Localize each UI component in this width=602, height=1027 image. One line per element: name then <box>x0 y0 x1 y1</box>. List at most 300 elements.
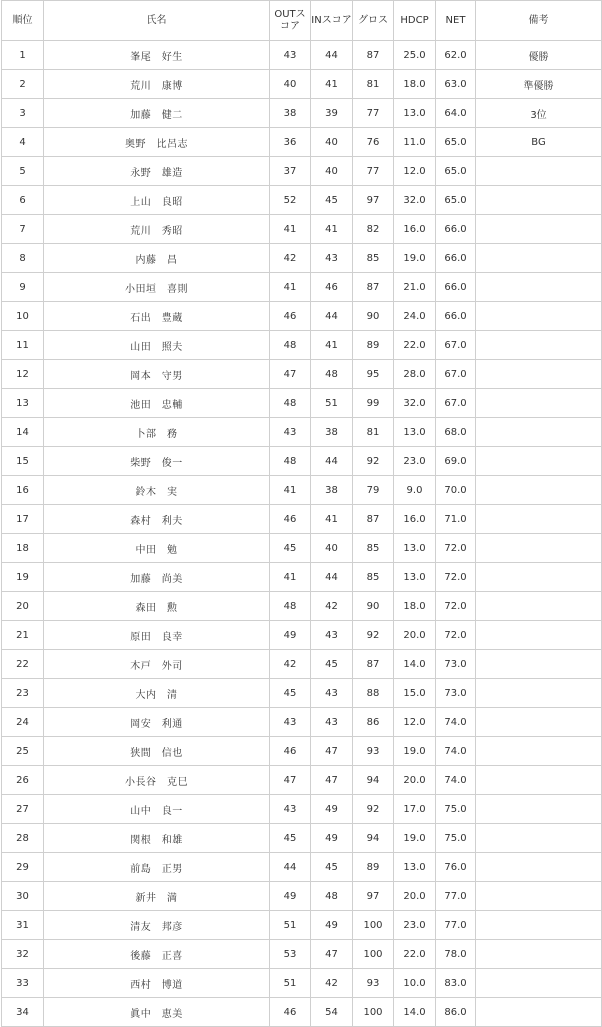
cell-gross: 81 <box>353 418 394 447</box>
cell-note <box>476 447 602 476</box>
cell-rank: 29 <box>2 853 44 882</box>
cell-rank: 22 <box>2 650 44 679</box>
cell-net: 75.0 <box>436 824 476 853</box>
cell-name: 森田 勲 <box>44 592 270 621</box>
cell-in-score: 38 <box>311 476 353 505</box>
cell-note <box>476 998 602 1027</box>
cell-gross: 87 <box>353 650 394 679</box>
cell-rank: 31 <box>2 911 44 940</box>
cell-hdcp: 28.0 <box>394 360 436 389</box>
cell-note <box>476 621 602 650</box>
cell-note <box>476 157 602 186</box>
cell-rank: 6 <box>2 186 44 215</box>
cell-gross: 82 <box>353 215 394 244</box>
cell-net: 65.0 <box>436 186 476 215</box>
cell-gross: 85 <box>353 534 394 563</box>
results-body <box>2 41 602 1027</box>
cell-note <box>476 824 602 853</box>
cell-rank: 10 <box>2 302 44 331</box>
cell-name: 清友 邦彦 <box>44 911 270 940</box>
cell-in-score: 49 <box>311 824 353 853</box>
cell-name: 西村 博道 <box>44 969 270 998</box>
table-row <box>2 186 602 215</box>
cell-rank: 23 <box>2 679 44 708</box>
cell-net: 67.0 <box>436 331 476 360</box>
cell-in-score: 38 <box>311 418 353 447</box>
cell-note <box>476 505 602 534</box>
cell-out-score: 43 <box>270 795 311 824</box>
cell-hdcp: 20.0 <box>394 766 436 795</box>
cell-hdcp: 23.0 <box>394 911 436 940</box>
table-row <box>2 679 602 708</box>
cell-hdcp: 14.0 <box>394 650 436 679</box>
cell-in-score: 54 <box>311 998 353 1027</box>
cell-rank: 5 <box>2 157 44 186</box>
cell-in-score: 44 <box>311 447 353 476</box>
cell-gross: 95 <box>353 360 394 389</box>
cell-in-score: 48 <box>311 882 353 911</box>
cell-note <box>476 418 602 447</box>
cell-note <box>476 476 602 505</box>
cell-in-score: 44 <box>311 41 353 70</box>
cell-name: 上山 良昭 <box>44 186 270 215</box>
table-row <box>2 795 602 824</box>
table-row <box>2 650 602 679</box>
cell-gross: 92 <box>353 621 394 650</box>
table-row <box>2 824 602 853</box>
cell-name: 前島 正男 <box>44 853 270 882</box>
cell-net: 73.0 <box>436 650 476 679</box>
cell-net: 75.0 <box>436 795 476 824</box>
cell-net: 77.0 <box>436 911 476 940</box>
cell-in-score: 42 <box>311 969 353 998</box>
cell-in-score: 41 <box>311 505 353 534</box>
cell-out-score: 48 <box>270 592 311 621</box>
cell-out-score: 49 <box>270 882 311 911</box>
cell-note <box>476 563 602 592</box>
cell-out-score: 44 <box>270 853 311 882</box>
cell-name: 原田 良幸 <box>44 621 270 650</box>
cell-out-score: 36 <box>270 128 311 157</box>
cell-in-score: 43 <box>311 708 353 737</box>
cell-rank: 28 <box>2 824 44 853</box>
cell-in-score: 45 <box>311 186 353 215</box>
cell-in-score: 41 <box>311 70 353 99</box>
cell-name: 加藤 健二 <box>44 99 270 128</box>
cell-note: 準優勝 <box>476 70 602 99</box>
cell-rank: 32 <box>2 940 44 969</box>
cell-gross: 77 <box>353 99 394 128</box>
cell-gross: 93 <box>353 969 394 998</box>
cell-gross: 97 <box>353 186 394 215</box>
cell-net: 66.0 <box>436 215 476 244</box>
cell-name: 小田垣 喜則 <box>44 273 270 302</box>
cell-in-score: 44 <box>311 563 353 592</box>
cell-in-score: 51 <box>311 389 353 418</box>
cell-gross: 77 <box>353 157 394 186</box>
cell-net: 83.0 <box>436 969 476 998</box>
cell-out-score: 45 <box>270 534 311 563</box>
cell-gross: 93 <box>353 737 394 766</box>
cell-name: 眞中 恵美 <box>44 998 270 1027</box>
cell-name: 加藤 尚美 <box>44 563 270 592</box>
cell-name: 奥野 比呂志 <box>44 128 270 157</box>
col-header-name: 氏名 <box>44 1 270 41</box>
cell-gross: 79 <box>353 476 394 505</box>
cell-rank: 7 <box>2 215 44 244</box>
cell-out-score: 46 <box>270 998 311 1027</box>
cell-in-score: 49 <box>311 795 353 824</box>
cell-gross: 87 <box>353 273 394 302</box>
cell-gross: 76 <box>353 128 394 157</box>
cell-rank: 2 <box>2 70 44 99</box>
cell-note <box>476 302 602 331</box>
cell-gross: 89 <box>353 853 394 882</box>
table-row <box>2 70 602 99</box>
table-row <box>2 331 602 360</box>
cell-note <box>476 795 602 824</box>
cell-hdcp: 16.0 <box>394 505 436 534</box>
cell-in-score: 42 <box>311 592 353 621</box>
cell-gross: 92 <box>353 795 394 824</box>
cell-name: 内藤 昌 <box>44 244 270 273</box>
cell-in-score: 41 <box>311 215 353 244</box>
cell-rank: 26 <box>2 766 44 795</box>
cell-net: 66.0 <box>436 244 476 273</box>
cell-in-score: 47 <box>311 766 353 795</box>
table-row <box>2 99 602 128</box>
cell-out-score: 48 <box>270 447 311 476</box>
table-row <box>2 708 602 737</box>
cell-note <box>476 331 602 360</box>
cell-out-score: 47 <box>270 360 311 389</box>
cell-out-score: 48 <box>270 331 311 360</box>
cell-name: 木戸 外司 <box>44 650 270 679</box>
cell-in-score: 47 <box>311 737 353 766</box>
cell-rank: 17 <box>2 505 44 534</box>
cell-rank: 3 <box>2 99 44 128</box>
cell-out-score: 43 <box>270 41 311 70</box>
cell-net: 74.0 <box>436 766 476 795</box>
table-row <box>2 128 602 157</box>
cell-net: 86.0 <box>436 998 476 1027</box>
cell-out-score: 43 <box>270 418 311 447</box>
cell-in-score: 45 <box>311 853 353 882</box>
cell-gross: 90 <box>353 592 394 621</box>
cell-hdcp: 32.0 <box>394 389 436 418</box>
cell-name: 荒川 康博 <box>44 70 270 99</box>
cell-hdcp: 12.0 <box>394 157 436 186</box>
header-row <box>2 1 602 41</box>
cell-net: 67.0 <box>436 360 476 389</box>
cell-in-score: 46 <box>311 273 353 302</box>
table-row <box>2 273 602 302</box>
table-row <box>2 911 602 940</box>
cell-in-score: 44 <box>311 302 353 331</box>
table-row <box>2 969 602 998</box>
cell-rank: 30 <box>2 882 44 911</box>
cell-hdcp: 11.0 <box>394 128 436 157</box>
cell-net: 71.0 <box>436 505 476 534</box>
cell-name: 小長谷 克巳 <box>44 766 270 795</box>
cell-net: 65.0 <box>436 128 476 157</box>
cell-hdcp: 19.0 <box>394 244 436 273</box>
cell-out-score: 53 <box>270 940 311 969</box>
cell-name: 石出 豊蔵 <box>44 302 270 331</box>
cell-gross: 97 <box>353 882 394 911</box>
cell-note <box>476 360 602 389</box>
cell-net: 70.0 <box>436 476 476 505</box>
cell-gross: 100 <box>353 911 394 940</box>
cell-out-score: 42 <box>270 650 311 679</box>
cell-name: 岡安 利通 <box>44 708 270 737</box>
cell-name: 狭間 信也 <box>44 737 270 766</box>
cell-out-score: 46 <box>270 505 311 534</box>
table-row <box>2 389 602 418</box>
cell-out-score: 45 <box>270 679 311 708</box>
cell-in-score: 49 <box>311 911 353 940</box>
cell-out-score: 41 <box>270 476 311 505</box>
cell-name: 関根 和雄 <box>44 824 270 853</box>
cell-rank: 1 <box>2 41 44 70</box>
cell-in-score: 43 <box>311 244 353 273</box>
table-row <box>2 563 602 592</box>
cell-name: 後藤 正喜 <box>44 940 270 969</box>
cell-rank: 27 <box>2 795 44 824</box>
cell-hdcp: 13.0 <box>394 99 436 128</box>
cell-gross: 90 <box>353 302 394 331</box>
cell-out-score: 51 <box>270 969 311 998</box>
table-row <box>2 476 602 505</box>
cell-name: 新井 満 <box>44 882 270 911</box>
cell-hdcp: 23.0 <box>394 447 436 476</box>
cell-note: BG <box>476 128 602 157</box>
cell-net: 76.0 <box>436 853 476 882</box>
table-row <box>2 534 602 563</box>
cell-gross: 85 <box>353 244 394 273</box>
cell-hdcp: 16.0 <box>394 215 436 244</box>
cell-rank: 20 <box>2 592 44 621</box>
cell-name: 大内 清 <box>44 679 270 708</box>
cell-hdcp: 32.0 <box>394 186 436 215</box>
cell-in-score: 40 <box>311 128 353 157</box>
cell-name: 卜部 務 <box>44 418 270 447</box>
cell-rank: 15 <box>2 447 44 476</box>
cell-net: 78.0 <box>436 940 476 969</box>
cell-note <box>476 766 602 795</box>
cell-hdcp: 22.0 <box>394 940 436 969</box>
cell-out-score: 52 <box>270 186 311 215</box>
cell-out-score: 46 <box>270 737 311 766</box>
cell-in-score: 45 <box>311 650 353 679</box>
cell-hdcp: 22.0 <box>394 331 436 360</box>
cell-hdcp: 13.0 <box>394 563 436 592</box>
cell-in-score: 41 <box>311 331 353 360</box>
cell-gross: 87 <box>353 505 394 534</box>
cell-out-score: 41 <box>270 215 311 244</box>
cell-out-score: 45 <box>270 824 311 853</box>
cell-gross: 100 <box>353 940 394 969</box>
cell-net: 63.0 <box>436 70 476 99</box>
table-row <box>2 766 602 795</box>
cell-name: 山中 良一 <box>44 795 270 824</box>
cell-rank: 12 <box>2 360 44 389</box>
table-row <box>2 360 602 389</box>
cell-net: 72.0 <box>436 534 476 563</box>
cell-net: 73.0 <box>436 679 476 708</box>
cell-hdcp: 18.0 <box>394 592 436 621</box>
cell-in-score: 43 <box>311 679 353 708</box>
cell-rank: 18 <box>2 534 44 563</box>
col-header-in-score: INスコア <box>311 1 353 41</box>
cell-gross: 100 <box>353 998 394 1027</box>
col-header-net: NET <box>436 1 476 41</box>
cell-in-score: 47 <box>311 940 353 969</box>
table-row <box>2 940 602 969</box>
cell-hdcp: 17.0 <box>394 795 436 824</box>
cell-hdcp: 24.0 <box>394 302 436 331</box>
cell-hdcp: 14.0 <box>394 998 436 1027</box>
cell-net: 74.0 <box>436 737 476 766</box>
cell-gross: 94 <box>353 766 394 795</box>
cell-out-score: 49 <box>270 621 311 650</box>
cell-net: 72.0 <box>436 563 476 592</box>
cell-note <box>476 273 602 302</box>
cell-in-score: 40 <box>311 157 353 186</box>
cell-net: 66.0 <box>436 273 476 302</box>
table-row <box>2 447 602 476</box>
cell-hdcp: 15.0 <box>394 679 436 708</box>
cell-note <box>476 592 602 621</box>
cell-name: 森村 利夫 <box>44 505 270 534</box>
col-header-gross: グロス <box>353 1 394 41</box>
cell-out-score: 51 <box>270 911 311 940</box>
cell-hdcp: 13.0 <box>394 853 436 882</box>
cell-rank: 33 <box>2 969 44 998</box>
cell-hdcp: 19.0 <box>394 737 436 766</box>
cell-net: 72.0 <box>436 621 476 650</box>
cell-rank: 25 <box>2 737 44 766</box>
cell-out-score: 43 <box>270 708 311 737</box>
cell-hdcp: 18.0 <box>394 70 436 99</box>
cell-note <box>476 911 602 940</box>
cell-name: 中田 勉 <box>44 534 270 563</box>
cell-out-score: 41 <box>270 273 311 302</box>
cell-out-score: 40 <box>270 70 311 99</box>
cell-rank: 16 <box>2 476 44 505</box>
cell-gross: 86 <box>353 708 394 737</box>
cell-hdcp: 9.0 <box>394 476 436 505</box>
cell-out-score: 37 <box>270 157 311 186</box>
cell-net: 74.0 <box>436 708 476 737</box>
cell-in-score: 43 <box>311 621 353 650</box>
cell-gross: 92 <box>353 447 394 476</box>
cell-net: 67.0 <box>436 389 476 418</box>
col-header-out-score: OUTスコア <box>270 1 311 41</box>
col-header-hdcp: HDCP <box>394 1 436 41</box>
table-row <box>2 157 602 186</box>
cell-name: 山田 照夫 <box>44 331 270 360</box>
cell-gross: 85 <box>353 563 394 592</box>
cell-note <box>476 853 602 882</box>
cell-note <box>476 969 602 998</box>
results-table <box>1 0 602 1027</box>
cell-note <box>476 650 602 679</box>
table-row <box>2 41 602 70</box>
cell-out-score: 46 <box>270 302 311 331</box>
cell-rank: 8 <box>2 244 44 273</box>
cell-rank: 4 <box>2 128 44 157</box>
cell-rank: 21 <box>2 621 44 650</box>
cell-hdcp: 12.0 <box>394 708 436 737</box>
cell-net: 69.0 <box>436 447 476 476</box>
table-row <box>2 621 602 650</box>
table-row <box>2 418 602 447</box>
cell-note <box>476 244 602 273</box>
cell-note <box>476 708 602 737</box>
cell-net: 66.0 <box>436 302 476 331</box>
cell-rank: 19 <box>2 563 44 592</box>
cell-hdcp: 10.0 <box>394 969 436 998</box>
table-row <box>2 882 602 911</box>
col-header-notes: 備考 <box>476 1 602 41</box>
cell-name: 岡本 守男 <box>44 360 270 389</box>
cell-hdcp: 20.0 <box>394 882 436 911</box>
cell-note <box>476 215 602 244</box>
table-row <box>2 853 602 882</box>
cell-rank: 9 <box>2 273 44 302</box>
cell-name: 柴野 俊一 <box>44 447 270 476</box>
cell-gross: 89 <box>353 331 394 360</box>
cell-out-score: 38 <box>270 99 311 128</box>
cell-rank: 24 <box>2 708 44 737</box>
cell-note: 3位 <box>476 99 602 128</box>
cell-note <box>476 389 602 418</box>
cell-rank: 34 <box>2 998 44 1027</box>
cell-hdcp: 13.0 <box>394 418 436 447</box>
cell-hdcp: 20.0 <box>394 621 436 650</box>
cell-note <box>476 186 602 215</box>
table-row <box>2 505 602 534</box>
cell-out-score: 42 <box>270 244 311 273</box>
table-row <box>2 737 602 766</box>
cell-out-score: 41 <box>270 563 311 592</box>
cell-gross: 94 <box>353 824 394 853</box>
cell-out-score: 47 <box>270 766 311 795</box>
cell-hdcp: 19.0 <box>394 824 436 853</box>
cell-in-score: 40 <box>311 534 353 563</box>
cell-note <box>476 737 602 766</box>
cell-hdcp: 21.0 <box>394 273 436 302</box>
cell-note <box>476 679 602 708</box>
cell-gross: 87 <box>353 41 394 70</box>
cell-note: 優勝 <box>476 41 602 70</box>
col-header-rank: 順位 <box>2 1 44 41</box>
cell-note <box>476 882 602 911</box>
cell-gross: 88 <box>353 679 394 708</box>
table-row <box>2 302 602 331</box>
cell-net: 62.0 <box>436 41 476 70</box>
table-row <box>2 998 602 1027</box>
cell-name: 池田 忠輔 <box>44 389 270 418</box>
cell-gross: 81 <box>353 70 394 99</box>
cell-name: 峯尾 好生 <box>44 41 270 70</box>
cell-hdcp: 13.0 <box>394 534 436 563</box>
table-row <box>2 244 602 273</box>
cell-out-score: 48 <box>270 389 311 418</box>
cell-note <box>476 940 602 969</box>
cell-net: 72.0 <box>436 592 476 621</box>
